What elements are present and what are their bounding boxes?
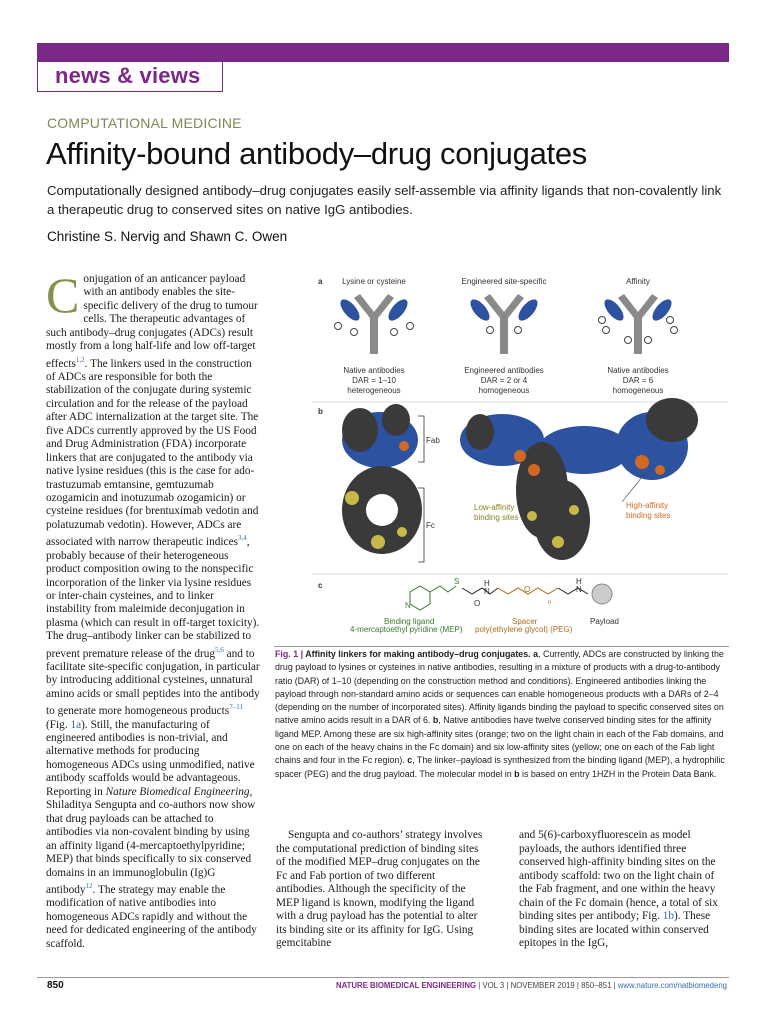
- svg-text:DAR = 2 or 4: DAR = 2 or 4: [480, 376, 528, 385]
- paragraph-2: The drug–antibody linker can be stabilized to prevent premature release of the drug$^{5,6}$ and to facilitate site-specific conjugation, in particular by introducing additional cysteines, unnatural amino acids or small peptides into the antibody to generate more homogeneous products$^{7-11}$ (Fig. 1a). Still, the manufacturing of engineered antibodies is non-trivial, and alternative methods for producing homogeneous ADCs using unmodified, native antibody scaffolds would be advantageous. Reporting in Nature Biomedical Engineering, Shiladitya Sengupta and co-authors now show that drug payloads can be attached to antibodies via non-covalent binding by using an affinity ligand (4-mercaptoethylpyridine; MEP) that binds specifically to six conserved domains in an immunoglobulin (Ig)G antibody$^{12}$. The strategy may enable the modification of native antibodies into homogeneous ADCs rapidly and without the need for dedicated engineering of the antibody scaffold.: [46, 630, 260, 950]
- svg-text:N: N: [576, 585, 582, 594]
- svg-text:DAR = 1–10: DAR = 1–10: [352, 376, 396, 385]
- fc-label: Fc: [426, 521, 435, 530]
- body-column-3: and 5(6)-carboxyfluorescein as model payloads, the authors identified three conserved high-affinity binding sites on the antibody scaffold: two on the light chain of the Fab fragment, and one within the heavy chain of the Fc domain (hence, a total of six binding sites per antibody; Fig. 1b). These binding sites are located within conserved epitopes in the IgG,: [519, 829, 718, 949]
- reference-link[interactable]: 12: [85, 882, 93, 890]
- svg-text:n: n: [548, 600, 552, 606]
- svg-text:H: H: [484, 579, 490, 588]
- page-number: 850: [47, 980, 64, 991]
- molecular-model-right: [460, 398, 698, 560]
- caption-rule: [274, 646, 729, 647]
- fab-label: Fab: [426, 436, 440, 445]
- svg-text:binding sites: binding sites: [474, 513, 519, 522]
- svg-text:O: O: [524, 585, 531, 594]
- antibody-affinity: [599, 277, 678, 395]
- footer-info: NATURE BIOMEDICAL ENGINEERING | VOL 3 | NOVEMBER 2019 | 850–851 | www.nature.com/natbiomedeng: [335, 981, 727, 990]
- payload-label: Payload: [590, 617, 619, 626]
- svg-text:homogeneous: homogeneous: [612, 386, 664, 395]
- svg-text:heterogeneous: heterogeneous: [347, 386, 401, 395]
- svg-text:S: S: [454, 577, 460, 586]
- reference-link[interactable]: 5,6: [215, 645, 224, 654]
- authors: Christine S. Nervig and Shawn C. Owen: [47, 229, 288, 244]
- ligand-label: Binding ligand: [384, 617, 435, 626]
- antibody-engineered: [462, 277, 547, 395]
- footer-rule: [37, 977, 729, 978]
- reference-link[interactable]: 3,4: [237, 534, 247, 543]
- figure-1: [312, 270, 728, 642]
- molecular-model-left: [342, 404, 440, 562]
- body-column-1: [46, 267, 260, 951]
- reference-link[interactable]: 7–11: [229, 703, 243, 712]
- figure-link[interactable]: 1b: [662, 910, 675, 922]
- svg-text:Engineered antibodies: Engineered antibodies: [464, 366, 544, 375]
- antibody-native: [335, 277, 414, 395]
- panel-a-label: a: [318, 277, 323, 286]
- svg-text:Lysine or cysteine: Lysine or cysteine: [342, 277, 406, 286]
- panel-c-label: c: [318, 581, 323, 590]
- top-banner: [37, 43, 729, 62]
- svg-text:N: N: [484, 587, 490, 596]
- drop-cap: C: [46, 267, 80, 323]
- svg-text:H: H: [576, 577, 582, 586]
- figure-link[interactable]: 1a: [70, 718, 82, 731]
- svg-text:Affinity: Affinity: [626, 277, 650, 286]
- svg-text:binding sites: binding sites: [626, 511, 671, 520]
- svg-text:poly(ethylene glycol) (PEG): poly(ethylene glycol) (PEG): [475, 625, 573, 634]
- low-affinity-label: Low-affinity: [474, 503, 515, 512]
- panel-b-label: b: [318, 407, 323, 416]
- section-label: COMPUTATIONAL MEDICINE: [47, 115, 242, 131]
- svg-text:Engineered site-specific: Engineered site-specific: [461, 277, 547, 286]
- svg-text:O: O: [474, 599, 481, 608]
- svg-text:4-mercaptoethyl pyridine (MEP): 4-mercaptoethyl pyridine (MEP): [350, 625, 463, 634]
- brand-label: news & views: [55, 63, 201, 88]
- svg-text:Native antibodies: Native antibodies: [607, 366, 669, 375]
- article-title: Affinity-bound antibody–drug conjugates: [46, 136, 587, 171]
- figure-caption: Fig. 1 | Affinity linkers for making antibody–drug conjugates. a, Currently, ADCs are constructed by linking the drug payload to lysines or cysteines in native antibodies, resulting in a mixture of products with a drug-to-antibody ratio (DAR) of 1–10 (depending on the construction method and conditions). Engineered antibodies linking the payload through non-standard amino acids or sequences can enable homogeneous products with a DARs of 2–4 (depending on the number of incorporated sites). Affinity ligands binding the payload to specific conserved sites on native amino acids result in a DAR of 6. b, Native antibodies have twelve conserved binding sites for the affinity ligand MEP. Among these are six high-affinity sites (orange; two on the light chain in each of the Fab domains, and one on each of the heavy chains in the Fc domain) and six low-affinity sites (yellow; one on each of the Fab light chains and four in the Fc region). c, The linker–payload is synthesized from the binding ligand (MEP), a hydrophilic spacer (PEG) and the drug payload. The molecular model in b is based on entry 1HZH in the Protein Data Bank.: [275, 649, 725, 779]
- svg-text:homogeneous: homogeneous: [478, 386, 530, 395]
- paragraph-1: Conjugation of an anticancer payload with an antibody enables the site-specific delivery of the drug to tumour cells. The therapeutic advantages of such antibody–drug conjugates (ADCs) result mostly from a long half-life and low off-target effects$^{1,2}$. The linkers used in the construction of ADCs are responsible for both the stabilization of the conjugate during systemic circulation and for the release of the payload after ADC internalization at the target site. The five ADCs currently approved by the US Food and Drug Administration (FDA) incorporate linkers that are conjugated to the antibody via native lysine residues (this is the case for ado-trastuzumab emtansine, gemtuzumab ozogamicin and inotuzumab ozogamicin) or cysteine residues (for brentuximab vedotin and polatuzumab vedotin). However, ADCs are associated with narrow therapeutic indices$^{3,4}$, probably because of their heterogeneous product composition owing to the nonspecific incorporation of the linker via lysine residues or inter-chain cysteines, and to linker instability from maleimide deconjugation in plasma (which can result in off-target toxicity).: [46, 267, 260, 629]
- figure-graphic: [312, 270, 728, 642]
- high-affinity-label: High-affinity: [626, 501, 669, 510]
- reference-link[interactable]: 1,2: [75, 355, 85, 364]
- spacer-label: Spacer: [512, 617, 538, 626]
- standfirst: Computationally designed antibody–drug conjugates easily self-assemble via affinity ligands that non-covalently link a therapeutic drug to conserved sites on native IgG antibodies.: [47, 183, 722, 217]
- body-column-2: Sengupta and co-authors’ strategy involves the computational prediction of binding sites of the modified MEP–drug conjugates on the Fc and Fab portion of two different antibodies. Although the specificity of the MEP ligand is known, modifying the ligand with a drug payload has the potential to alter its binding site or its affinity for IgG. Using gemcitabine: [276, 829, 483, 949]
- svg-text:DAR = 6: DAR = 6: [622, 376, 654, 385]
- chemical-structure: [350, 577, 619, 634]
- svg-text:N: N: [405, 601, 411, 610]
- journal-url-link[interactable]: www.nature.com/natbiomedeng: [617, 981, 727, 990]
- svg-text:Native antibodies: Native antibodies: [343, 366, 405, 375]
